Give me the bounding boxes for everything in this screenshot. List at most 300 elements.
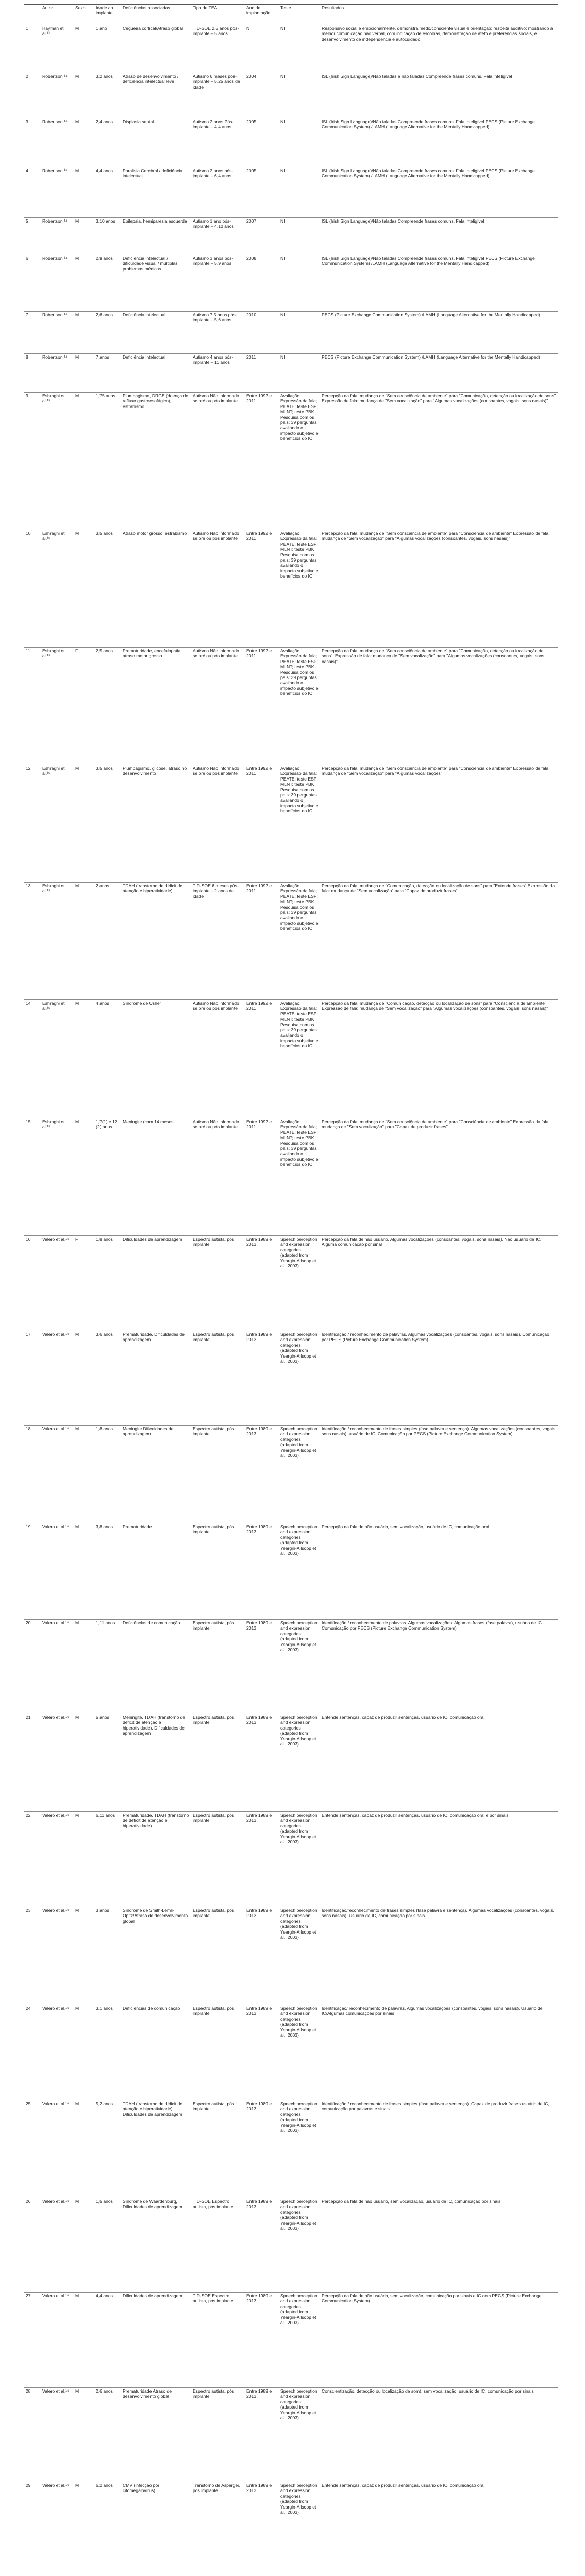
results-cell: Percepção da fala: mudança de "Sem consciência de ambiente" para "Consciência de ambiente" Expressão da fala: mudança de "Sem vocalização" para "Capaz de produzir frases" xyxy=(320,1118,558,1236)
sex-cell: M xyxy=(74,530,94,648)
year-cell: 2005 xyxy=(245,118,279,167)
age-cell: 4 anos xyxy=(94,1000,121,1118)
asd-type-cell: Autismo Não informado se pré ou pós implante xyxy=(191,530,245,648)
sex-cell: M xyxy=(74,354,94,393)
results-cell: Identificação/ reconhecimento de palavras. Algumas vocalizações (consoantes, vogais, sons nasais), Usuário de IC/Algumas comunicações por sinais xyxy=(320,2005,558,2100)
column-header: Deficiências associadas xyxy=(121,5,191,25)
results-cell: Identificação/reconhecimento de frases simples (fase palavra e sentença), Algumas vocalizações (consoantes, vogais, sons nasais), Usuário de IC, comunicação por sinais xyxy=(320,1907,558,2005)
test-cell: Speech perception and expression categories (adapted from Yeargin-Allsopp et al., 2003) xyxy=(279,1812,320,1907)
author-cell: Eshraghi et al.¹⁵ xyxy=(41,648,74,765)
year-cell: Entre 1989 e 2013 xyxy=(245,1523,279,1620)
author-cell: Eshraghi et al.¹⁵ xyxy=(41,1118,74,1236)
sex-cell: M xyxy=(74,1812,94,1907)
results-cell: ISL (Irish Sign Language)/Não faladas Compreende frases comuns. Fala inteligível xyxy=(320,218,558,255)
column-header: Teste xyxy=(279,5,320,25)
table-row xyxy=(24,73,558,118)
test-cell: Avaliação: Expressão da fala; PEATE; teste ESP; MLNT; teste PBK Pesquisa com os pais: 39 perguntas avaliando o impacto subjetivo e benefícios do IC xyxy=(279,883,320,1000)
year-cell: Entre 1989 e 2013 xyxy=(245,1907,279,2005)
row-number: 11 xyxy=(24,648,41,765)
results-cell: PECS (Picture Exchange Communication System) /LAMH (Language Alternative for the Mentally Handicapped) xyxy=(320,354,558,393)
sex-cell: M xyxy=(74,2388,94,2482)
column-header xyxy=(24,5,41,25)
test-cell: Speech perception and expression categories (adapted from Yeargin-Allsopp et al., 2003) xyxy=(279,2388,320,2482)
year-cell: 2011 xyxy=(245,354,279,393)
asd-type-cell: Espectro autista, pós implante xyxy=(191,1523,245,1620)
results-cell: PECS (Picture Exchange Communication System) /LAMH (Language Alternative for the Mentally Handicapped) xyxy=(320,312,558,354)
age-cell: 1,11 anos xyxy=(94,1620,121,1714)
test-cell: Avaliação: Expressão da fala; PEATE; teste ESP; MLNT; teste PBK Pesquisa com os pais: 39 perguntas avaliando o impacto subjetivo e benefícios do IC xyxy=(279,530,320,648)
author-cell: Valero et al.¹⁶ xyxy=(41,1331,74,1426)
sex-cell: M xyxy=(74,1714,94,1812)
disabilities-cell: Dificuldades de aprendizagem xyxy=(121,2293,191,2388)
test-cell: NI xyxy=(279,167,320,218)
disabilities-cell: Síndrome de Smith-Lemli-Opitz/Atraso de desenvolvimento global xyxy=(121,1907,191,2005)
age-cell: 5,2 anos xyxy=(94,2100,121,2198)
age-cell: 2,6 anos xyxy=(94,2388,121,2482)
table-row xyxy=(24,25,558,73)
year-cell: Entre 1989 e 2013 xyxy=(245,1331,279,1426)
age-cell: 3,10 anos xyxy=(94,218,121,255)
results-cell: ISL (Irish Sign Language)/Não faladas Compreende frases comuns. Fala inteligível PECS (Picture Exchange Communication System) /LAMH (Language Alternative for the Mentally Handicapped) xyxy=(320,255,558,312)
asd-type-cell: Espectro autista, pós implante xyxy=(191,1907,245,2005)
age-cell: 2,5 anos xyxy=(94,648,121,765)
age-cell: 7 anos xyxy=(94,354,121,393)
year-cell: Entre 1989 e 2013 xyxy=(245,1236,279,1331)
table-row xyxy=(24,1907,558,2005)
row-number: 15 xyxy=(24,1118,41,1236)
sex-cell: M xyxy=(74,393,94,530)
table-row xyxy=(24,2100,558,2198)
year-cell: Entre 1989 e 2013 xyxy=(245,1620,279,1714)
disabilities-cell: Meningite (com 14 meses xyxy=(121,1118,191,1236)
results-cell: Percepção da fala: mudança de "Comunicação, detecção ou localização de sons" para "Consciência de ambiente" Expressão de fala: mudança de "Sem vocalização" para "Algumas vocalizações (consoantes, vogais, sons nasais)" xyxy=(320,1000,558,1118)
column-header: Sexo xyxy=(74,5,94,25)
results-cell: Percepção da fala: mudança de "Sem consciência de ambiente" para "Comunicação, detecção ou localização de sons". Expressão de fala: mudança de "Sem vocalização" para "Algumas vocalizações (consoantes, vogais, sons nasais)" xyxy=(320,648,558,765)
asd-type-cell: Espectro autista, pós implante xyxy=(191,1426,245,1523)
sex-cell: M xyxy=(74,765,94,883)
author-cell: Valero et al.¹⁶ xyxy=(41,2388,74,2482)
year-cell: Entre 1989 e 2013 xyxy=(245,1426,279,1523)
table-row xyxy=(24,1000,558,1118)
row-number: 28 xyxy=(24,2388,41,2482)
table-row xyxy=(24,1118,558,1236)
sex-cell: F xyxy=(74,1236,94,1331)
results-cell: Responsivo social e emocionalmente, demonstra medo/consciente visual e orientação; respeita auditivo; mostrando a melhor comunicação não verbal, com indicação de escolhas, demonstração de afeto e preferências sociais, e desenvolvimento de independência e autocuidado xyxy=(320,25,558,73)
disabilities-cell: Prematuridade, TDAH (transtorno de déficit de atenção e hiperatividade) xyxy=(121,1812,191,1907)
disabilities-cell: Prematuridade. Dificuldades de aprendizagem xyxy=(121,1331,191,1426)
disabilities-cell: CMV (infecção por citomegalovírus) xyxy=(121,2482,191,2576)
results-cell: Entende sentenças, capaz de produzir sentenças, usuário de IC, comunicação oral xyxy=(320,1714,558,1812)
test-cell: Avaliação: Expressão da fala; PEATE; teste ESP; MLNT; teste PBK Pesquisa com os pais: 39 perguntas avaliando o impacto subjetivo e benefícios do IC xyxy=(279,1000,320,1118)
asd-type-cell: Espectro autista, pós implante xyxy=(191,1812,245,1907)
results-cell: ISL (Irish Sign Language)/Não faladas Compreende frases comuns. Fala inteligível PECS (Picture Exchange Communication System) /LAMH (Language Alternative for the Mentally Handicapped) xyxy=(320,167,558,218)
sex-cell: M xyxy=(74,167,94,218)
test-cell: Speech perception and expression categories (adapted from Yeargin-Allsopp et al., 2003) xyxy=(279,2198,320,2293)
column-header: Resultados xyxy=(320,5,558,25)
age-cell: 6,11 anos xyxy=(94,1812,121,1907)
test-cell: Speech perception and expression categories (adapted from Yeargin-Allsopp et al., 2003) xyxy=(279,1620,320,1714)
disabilities-cell: TDAH (transtorno de déficit de atenção e hiperatividade) xyxy=(121,883,191,1000)
author-cell: Eshraghi et al.¹⁵ xyxy=(41,1000,74,1118)
sex-cell: M xyxy=(74,2198,94,2293)
year-cell: 2008 xyxy=(245,255,279,312)
year-cell: Entre 1989 e 2013 xyxy=(245,2388,279,2482)
row-number: 26 xyxy=(24,2198,41,2293)
asd-type-cell: Espectro autista, pós implante xyxy=(191,2100,245,2198)
disabilities-cell: Prematuridade, encefalopatia atraso motor grosso xyxy=(121,648,191,765)
age-cell: 3,5 anos xyxy=(94,765,121,883)
test-cell: Speech perception and expression categories (adapted from Yeargin-Allsopp et al., 2003) xyxy=(279,1331,320,1426)
disabilities-cell: Meningite Dificuldades de aprendizagem xyxy=(121,1426,191,1523)
disabilities-cell: Deficiências de comunicação xyxy=(121,1620,191,1714)
year-cell: Entre 1992 e 2011 xyxy=(245,1000,279,1118)
results-cell: Identificação / reconhecimento de frases simples (fase palavra e sentença). Algumas vocalizações (consoantes, vogais, sons nasais), usuário de IC. Comunicação por PECS (Picture Exchange Communication System) xyxy=(320,1426,558,1523)
table-row xyxy=(24,1236,558,1331)
disabilities-cell: Displasia septal xyxy=(121,118,191,167)
sex-cell: M xyxy=(74,1620,94,1714)
asd-type-cell: Autismo Não informado se pré ou pós implante xyxy=(191,1118,245,1236)
disabilities-cell: Deficiência intelectual xyxy=(121,312,191,354)
table-row xyxy=(24,648,558,765)
table-row xyxy=(24,2198,558,2293)
test-cell: NI xyxy=(279,73,320,118)
disabilities-cell: Prematuridade xyxy=(121,1523,191,1620)
column-header: Idade ao implante xyxy=(94,5,121,25)
test-cell: Speech perception and expression categories (adapted from Yeargin-Allsopp et al., 2003) xyxy=(279,2005,320,2100)
age-cell: 3,2 anos xyxy=(94,73,121,118)
author-cell: Robertson ¹⁴ xyxy=(41,312,74,354)
year-cell: Entre 1992 e 2011 xyxy=(245,1118,279,1236)
age-cell: 3 anos xyxy=(94,1907,121,2005)
table-row xyxy=(24,255,558,312)
year-cell: Entre 1992 e 2011 xyxy=(245,648,279,765)
sex-cell: M xyxy=(74,1118,94,1236)
test-cell: Avaliação: Expressão da fala; PEATE; teste ESP; MLNT; teste PBK Pesquisa com os pais: 39 perguntas avaliando o impacto subjetivo e benefícios do IC xyxy=(279,648,320,765)
year-cell: Entre 1992 e 2011 xyxy=(245,393,279,530)
year-cell: 2010 xyxy=(245,312,279,354)
author-cell: Valero et al.¹⁶ xyxy=(41,2482,74,2576)
test-cell: NI xyxy=(279,255,320,312)
author-cell: Robertson ¹⁴ xyxy=(41,255,74,312)
asd-type-cell: Autismo 7,5 anos pós-implante – 5,6 anos xyxy=(191,312,245,354)
header-row xyxy=(24,5,558,25)
test-cell: NI xyxy=(279,312,320,354)
author-cell: Eshraghi et al.¹⁵ xyxy=(41,883,74,1000)
disabilities-cell: Plumbagismo, DRGE (doença do refluxo gastroesofágico), estrabismo xyxy=(121,393,191,530)
test-cell: Avaliação: Expressão da fala; PEATE; teste ESP; MLNT; teste PBK Pesquisa com os pais: 39 perguntas avaliando o impacto subjetivo e benefícios do IC xyxy=(279,393,320,530)
author-cell: Valero et al.¹⁶ xyxy=(41,2198,74,2293)
age-cell: 2 anos xyxy=(94,883,121,1000)
test-cell: Avaliação: Expressão da fala; PEATE; teste ESP; MLNT; teste PBK Pesquisa com os pais: 39 perguntas avaliando o impacto subjetivo e benefícios do IC xyxy=(279,765,320,883)
table-row xyxy=(24,167,558,218)
asd-type-cell: Transtorno de Asperger, pós implante xyxy=(191,2482,245,2576)
asd-type-cell: Autismo Não informado se pré ou pós implante xyxy=(191,765,245,883)
results-cell: ISL (Irish Sign Language)/Não faladas e não faladas Compreende frases comuns. Fala inteligível xyxy=(320,73,558,118)
author-cell: Valero et al.¹⁶ xyxy=(41,1620,74,1714)
author-cell: Valero et al.¹⁶ xyxy=(41,1714,74,1812)
disabilities-cell: Plumbagismo, glicose, atraso no desenvolvimento xyxy=(121,765,191,883)
row-number: 6 xyxy=(24,255,41,312)
results-table-container xyxy=(24,4,558,2576)
row-number: 7 xyxy=(24,312,41,354)
year-cell: Entre 1992 e 2011 xyxy=(245,530,279,648)
test-cell: Speech perception and expression categories (adapted from Yeargin-Allsopp et al., 2003) xyxy=(279,1523,320,1620)
row-number: 16 xyxy=(24,1236,41,1331)
row-number: 25 xyxy=(24,2100,41,2198)
results-cell: Entende sentenças, capaz de produzir sentenças, usuário de IC, comunicação oral xyxy=(320,2482,558,2576)
asd-type-cell: TID-SOE Espectro autista, pós implante xyxy=(191,2198,245,2293)
age-cell: 3,8 anos xyxy=(94,1523,121,1620)
table-row xyxy=(24,393,558,530)
sex-cell: M xyxy=(74,1907,94,2005)
age-cell: 1,75 anos xyxy=(94,393,121,530)
table-row xyxy=(24,883,558,1000)
author-cell: Eshraghi et al.¹⁵ xyxy=(41,530,74,648)
results-cell: Percepção da fala: mudança de "Comunicação, detecção ou localização de sons" para "Entende frases" Expressão da fala: mudança de "Sem vocalização" para "Capaz de produzir frases" xyxy=(320,883,558,1000)
row-number: 21 xyxy=(24,1714,41,1812)
row-number: 24 xyxy=(24,2005,41,2100)
disabilities-cell: Deficiência intelectual xyxy=(121,354,191,393)
disabilities-cell: Meningite, TDAH (transtorno de déficit de atenção e hiperatividade). Dificuldades de aprendizagem xyxy=(121,1714,191,1812)
disabilities-cell: Atraso motor grosso, estrabismo xyxy=(121,530,191,648)
sex-cell: F xyxy=(74,648,94,765)
asd-type-cell: Autismo 2 anos Pós-implante – 4,4 anos xyxy=(191,118,245,167)
author-cell: Robertson ¹⁴ xyxy=(41,73,74,118)
year-cell: Entre 1989 e 2013 xyxy=(245,2100,279,2198)
results-cell: ISL (Irish Sign Language)/Não faladas Compreende frases comuns. Fala inteligível PECS (Picture Exchange Communication System) /LAMH (Language Alternative for the Mentally Handicapped) xyxy=(320,118,558,167)
test-cell: Speech perception and expression categories (adapted from Yeargin-Allsopp et al., 2003) xyxy=(279,2293,320,2388)
disabilities-cell: Síndrome de Waardenburg, Dificuldades de aprendizagem xyxy=(121,2198,191,2293)
asd-type-cell: Espectro autista, pós implante xyxy=(191,1331,245,1426)
table-row xyxy=(24,530,558,648)
asd-type-cell: Espectro autista, pós implante xyxy=(191,2388,245,2482)
disabilities-cell: TDAH (transtorno de déficit de atenção e hiperatividade) Dificuldades de aprendizagem xyxy=(121,2100,191,2198)
column-header: Tipo de TEA xyxy=(191,5,245,25)
age-cell: 2,4 anos xyxy=(94,118,121,167)
row-number: 22 xyxy=(24,1812,41,1907)
row-number: 14 xyxy=(24,1000,41,1118)
year-cell: 2004 xyxy=(245,73,279,118)
column-header: Autor xyxy=(41,5,74,25)
test-cell: Speech perception and expression categories (adapted from Yeargin-Allsopp et al., 2003) xyxy=(279,1236,320,1331)
row-number: 13 xyxy=(24,883,41,1000)
row-number: 27 xyxy=(24,2293,41,2388)
results-cell: Identificação / reconhecimento de palavras. Algumas vocalizações. Algumas frases (fase palavra), usuário de IC. Comunicação por PECS (Picture Exchange Communication System) xyxy=(320,1620,558,1714)
asd-type-cell: Espectro autista, pós implante xyxy=(191,1620,245,1714)
test-cell: Speech perception and expression categories (adapted from Yeargin-Allsopp et al., 2003) xyxy=(279,1426,320,1523)
asd-type-cell: TID-SOE 2,5 anos pós-implante – 5 anos xyxy=(191,25,245,73)
sex-cell: M xyxy=(74,1331,94,1426)
asd-type-cell: Espectro autista, pós implante xyxy=(191,1714,245,1812)
table-row xyxy=(24,312,558,354)
year-cell: Entre 1989 e 2013 xyxy=(245,2005,279,2100)
year-cell: NI xyxy=(245,25,279,73)
disabilities-cell: Síndrome de Usher xyxy=(121,1000,191,1118)
asd-type-cell: TID-SOE Espectro autista, pós implante xyxy=(191,2293,245,2388)
test-cell: Speech perception and expression categories (adapted from Yeargin-Allsopp et al., 2003) xyxy=(279,1907,320,2005)
disabilities-cell: Deficiência intelectual / dificuldade visual / múltiplas problemas médicos xyxy=(121,255,191,312)
sex-cell: M xyxy=(74,2293,94,2388)
row-number: 17 xyxy=(24,1331,41,1426)
sex-cell: M xyxy=(74,1000,94,1118)
table-row xyxy=(24,2388,558,2482)
table-row xyxy=(24,1426,558,1523)
row-number: 4 xyxy=(24,167,41,218)
sex-cell: M xyxy=(74,2005,94,2100)
disabilities-cell: Cegueira cortical/Atraso global xyxy=(121,25,191,73)
results-cell: Percepção da fala de não usuário, sem vocalização, usuário de IC, comunicação por sinais xyxy=(320,2198,558,2293)
table-header xyxy=(24,5,558,25)
age-cell: 1,8 anos xyxy=(94,1426,121,1523)
year-cell: 2005 xyxy=(245,167,279,218)
year-cell: Entre 1989 e 2013 xyxy=(245,2198,279,2293)
row-number: 8 xyxy=(24,354,41,393)
age-cell: 4,4 anos xyxy=(94,167,121,218)
year-cell: Entre 1989 e 2013 xyxy=(245,2293,279,2388)
sex-cell: M xyxy=(74,1426,94,1523)
asd-type-cell: Autismo 1 ano pós-implante – 4,10 anos xyxy=(191,218,245,255)
sex-cell: M xyxy=(74,218,94,255)
asd-type-cell: Autismo Não informado se pré ou pós implante xyxy=(191,1000,245,1118)
author-cell: Valero et al.¹⁶ xyxy=(41,1236,74,1331)
disabilities-cell: Dificuldades de aprendizagem xyxy=(121,1236,191,1331)
age-cell: 4,4 anos xyxy=(94,2293,121,2388)
case-summary-table xyxy=(24,4,558,2576)
table-row xyxy=(24,2005,558,2100)
sex-cell: M xyxy=(74,255,94,312)
results-cell: Conscientização, detecção ou localização de som), sem vocalização, usuário de IC, comunicação por sinais xyxy=(320,2388,558,2482)
author-cell: Valero et al.¹⁶ xyxy=(41,2005,74,2100)
results-cell: Percepção da fala de não usuário, sem vocalização, usuário de IC, comunicação oral xyxy=(320,1523,558,1620)
row-number: 1 xyxy=(24,25,41,73)
author-cell: Valero et al.¹⁶ xyxy=(41,1907,74,2005)
row-number: 5 xyxy=(24,218,41,255)
test-cell: Avaliação: Expressão da fala; PEATE; teste ESP; MLNT; teste PBK Pesquisa com os pais: 39 perguntas avaliando o impacto subjetivo e benefícios do IC xyxy=(279,1118,320,1236)
asd-type-cell: Autismo 4 anos pós-implante – 11 anos xyxy=(191,354,245,393)
test-cell: Speech perception and expression categories (adapted from Yeargin-Allsopp et al., 2003) xyxy=(279,2482,320,2576)
author-cell: Valero et al.¹⁶ xyxy=(41,1426,74,1523)
row-number: 3 xyxy=(24,118,41,167)
test-cell: NI xyxy=(279,218,320,255)
sex-cell: M xyxy=(74,118,94,167)
table-row xyxy=(24,1523,558,1620)
age-cell: 1,7(1) e 12 (2) anos xyxy=(94,1118,121,1236)
age-cell: 6,2 anos xyxy=(94,2482,121,2576)
age-cell: 5 anos xyxy=(94,1714,121,1812)
test-cell: Speech perception and expression categories (adapted from Yeargin-Allsopp et al., 2003) xyxy=(279,2100,320,2198)
year-cell: Entre 1989 e 2013 xyxy=(245,2482,279,2576)
column-header: Ano de implantação xyxy=(245,5,279,25)
year-cell: Entre 1989 e 2013 xyxy=(245,1714,279,1812)
results-cell: Percepção da fala: mudança de "Sem consciência de ambiente" para "Consciência de ambiente" Expressão de fala: mudança de "Sem vocalização" para "Algumas vocalizações" xyxy=(320,765,558,883)
table-row xyxy=(24,1812,558,1907)
table-row xyxy=(24,218,558,255)
age-cell: 3,6 anos xyxy=(94,1331,121,1426)
sex-cell: M xyxy=(74,25,94,73)
row-number: 9 xyxy=(24,393,41,530)
results-cell: Percepção da fala: mudança de "Sem consciência de ambiente" para "Comunicação, detecção ou localização de sons" Expressão de fala: mudança de "Sem vocalização" para "Algumas vocalizações (consoantes, vogais, sons nasais)" xyxy=(320,393,558,530)
results-cell: Percepção da fala: mudança de "Sem consciência de ambiente" para "Consciência de ambiente" Expressão de fala: mudança de "Sem vocalização" para "Algumas vocalizações (consoantes, vogais, sons nasais)" xyxy=(320,530,558,648)
test-cell: NI xyxy=(279,118,320,167)
asd-type-cell: TID-SOE 6 meses pós-implante – 2 anos de idade xyxy=(191,883,245,1000)
age-cell: 1,5 anos xyxy=(94,2198,121,2293)
year-cell: Entre 1989 e 2013 xyxy=(245,1812,279,1907)
asd-type-cell: Autismo Não informado se pré ou pós implante xyxy=(191,648,245,765)
year-cell: 2007 xyxy=(245,218,279,255)
results-cell: Entende sentenças, capaz de produzir sentenças, usuário de IC, comunicação oral e por sinais xyxy=(320,1812,558,1907)
table-row xyxy=(24,2482,558,2576)
row-number: 20 xyxy=(24,1620,41,1714)
year-cell: Entre 1992 e 2011 xyxy=(245,883,279,1000)
table-row xyxy=(24,1714,558,1812)
author-cell: Robertson ¹⁴ xyxy=(41,354,74,393)
asd-type-cell: Autismo 2 anos pós-implante – 6,4 anos xyxy=(191,167,245,218)
row-number: 23 xyxy=(24,1907,41,2005)
asd-type-cell: Autismo 6 meses pós-implante – 5,25 anos de idade xyxy=(191,73,245,118)
table-row xyxy=(24,118,558,167)
sex-cell: M xyxy=(74,2482,94,2576)
test-cell: NI xyxy=(279,25,320,73)
results-cell: Identificação / reconhecimento de palavras. Algumas vocalizações (consoantes, vogais, sons nasais). Comunicação por PECS (Picture Exchange Communication System) xyxy=(320,1331,558,1426)
row-number: 18 xyxy=(24,1426,41,1523)
row-number: 19 xyxy=(24,1523,41,1620)
row-number: 12 xyxy=(24,765,41,883)
author-cell: Eshraghi et al.¹⁵ xyxy=(41,393,74,530)
author-cell: Eshraghi et al.¹⁵ xyxy=(41,765,74,883)
row-number: 10 xyxy=(24,530,41,648)
age-cell: 3,1 anos xyxy=(94,2005,121,2100)
age-cell: 2,9 anos xyxy=(94,255,121,312)
sex-cell: M xyxy=(74,312,94,354)
author-cell: Robertson ¹⁴ xyxy=(41,218,74,255)
age-cell: 1 ano xyxy=(94,25,121,73)
table-row xyxy=(24,1331,558,1426)
age-cell: 2,6 anos xyxy=(94,312,121,354)
table-row xyxy=(24,1620,558,1714)
author-cell: Valero et al.¹⁶ xyxy=(41,1812,74,1907)
asd-type-cell: Autismo 3 anos pós-implante – 5,9 anos xyxy=(191,255,245,312)
test-cell: NI xyxy=(279,354,320,393)
asd-type-cell: Autismo Não informado se pré ou pós implante xyxy=(191,393,245,530)
row-number: 29 xyxy=(24,2482,41,2576)
age-cell: 3,5 anos xyxy=(94,530,121,648)
year-cell: Entre 1992 e 2011 xyxy=(245,765,279,883)
disabilities-cell: Atraso de desenvolvimento / deficiência intelectual leve xyxy=(121,73,191,118)
row-number: 2 xyxy=(24,73,41,118)
results-cell: Percepção da fala de não usuário. Algumas vocalizações (consoantes, vogais, sons nasais). Não usuário de IC. Alguma comunicação por sinal xyxy=(320,1236,558,1331)
author-cell: Valero et al.¹⁶ xyxy=(41,1523,74,1620)
sex-cell: M xyxy=(74,73,94,118)
table-row xyxy=(24,765,558,883)
author-cell: Valero et al.¹⁶ xyxy=(41,2100,74,2198)
asd-type-cell: Espectro autista, pós implante xyxy=(191,2005,245,2100)
sex-cell: M xyxy=(74,2100,94,2198)
disabilities-cell: Paralisia Cerebral / deficiência intelectual xyxy=(121,167,191,218)
disabilities-cell: Prematuridade Atraso de desenvolvimento global xyxy=(121,2388,191,2482)
asd-type-cell: Espectro autista, pós implante xyxy=(191,1236,245,1331)
sex-cell: M xyxy=(74,883,94,1000)
table-row xyxy=(24,2293,558,2388)
table-body xyxy=(24,25,558,2576)
author-cell: Valero et al.¹⁶ xyxy=(41,2293,74,2388)
disabilities-cell: Deficiências de comunicação xyxy=(121,2005,191,2100)
age-cell: 1,8 anos xyxy=(94,1236,121,1331)
author-cell: Hayman et al.¹³ xyxy=(41,25,74,73)
author-cell: Robertson ¹⁴ xyxy=(41,118,74,167)
sex-cell: M xyxy=(74,1523,94,1620)
author-cell: Robertson ¹⁴ xyxy=(41,167,74,218)
results-cell: Percepção da fala de não usuário, sem vocalização, comunicação por sinais e IC com PECS (Picture Exchange Communication System) xyxy=(320,2293,558,2388)
